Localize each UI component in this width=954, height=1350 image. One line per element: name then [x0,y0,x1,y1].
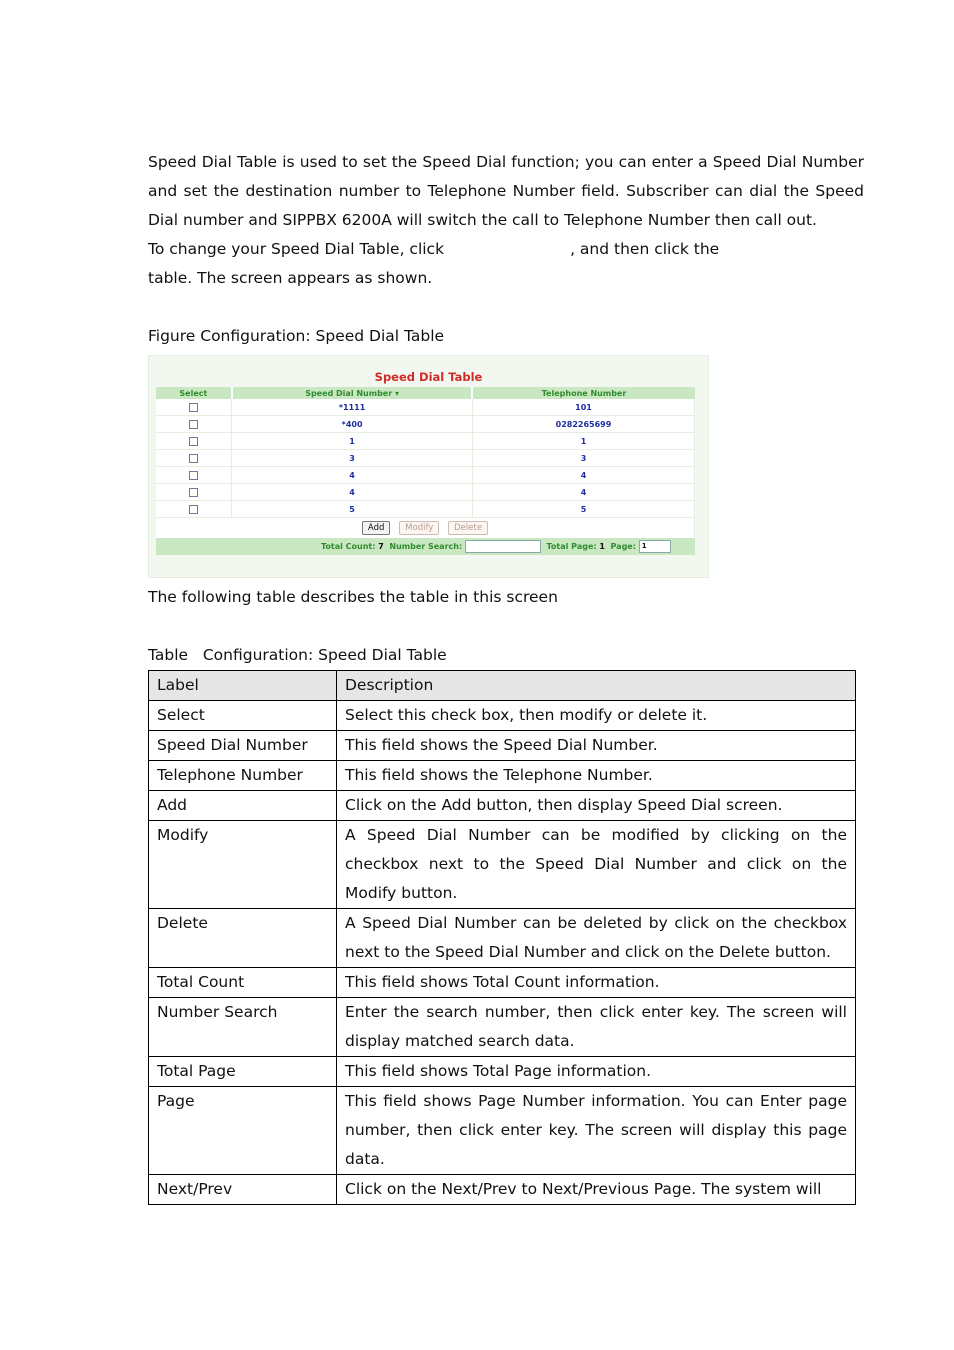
row-checkbox[interactable] [189,420,198,429]
row-checkbox[interactable] [189,505,198,514]
table-row [149,761,856,791]
instruction-paragraph [148,235,864,293]
row-label: Page [149,1087,337,1175]
speed-dial-number-cell: *1111 [232,399,473,416]
table-row [149,909,856,968]
row-label: Total Count [149,968,337,998]
select-cell [156,501,232,518]
total-page-value: 1 [599,542,605,551]
footer-cell [156,538,695,555]
screenshot-title: Speed Dial Table [374,370,483,384]
table-row [149,998,856,1057]
row-label: Total Page [149,1057,337,1087]
figure-caption: Figure Configuration: Speed Dial Table [148,327,445,345]
row-description: Enter the search number, then click enter key. The screen will display matched search data. [337,998,856,1057]
speed-dial-table [156,387,695,555]
row-description: Select this check box, then modify or delete it. [337,701,856,731]
delete-button[interactable]: Delete [448,521,488,535]
button-cell [156,518,695,539]
speed-dial-header-label: Speed Dial Number [305,388,393,398]
speed-dial-screenshot [148,355,709,578]
page-input[interactable]: 1 [639,540,671,553]
description-table [148,670,856,1205]
add-button[interactable]: Add [362,521,390,535]
sort-arrow-icon: ▾ [394,388,399,398]
table-row [149,1057,856,1087]
row-description: This field shows Total Page information. [337,1057,856,1087]
row-description: This field shows the Speed Dial Number. [337,731,856,761]
row-label: Next/Prev [149,1175,337,1205]
row-description: Click on the Add button, then display Speed Dial screen. [337,791,856,821]
select-cell [156,484,232,501]
telephone-number-cell: 101 [472,399,694,416]
row-description: A Speed Dial Number can be modified by clicking on the checkbox next to the Speed Dial Number and click on the Modify button. [337,821,856,909]
telephone-number-cell: 4 [472,467,694,484]
footer-row [156,538,695,555]
table-row [149,731,856,761]
row-label: Speed Dial Number [149,731,337,761]
speed-dial-number-cell: 4 [232,484,473,501]
row-description: This field shows the Telephone Number. [337,761,856,791]
button-row [156,518,695,539]
row-checkbox[interactable] [189,437,198,446]
table-row [156,484,695,501]
row-description: Click on the Next/Prev to Next/Previous Page. The system will [337,1175,856,1205]
intro-paragraph: Speed Dial Table is used to set the Speed Dial function; you can enter a Speed Dial Number and set the destination number to Telephone Number field. Subscriber can dial the Speed Dial number and SIPPBX 6200A will switch the call to Telephone Number then call out. [148,153,864,229]
row-label: Modify [149,821,337,909]
total-page-label: Total Page: [546,542,597,551]
table-caption: Table Configuration: Speed Dial Table [148,646,447,664]
row-label: Telephone Number [149,761,337,791]
after-figure-text: The following table describes the table in this screen [148,588,558,606]
page-label: Page: [610,542,636,551]
document-page [148,148,864,1205]
row-checkbox[interactable] [189,454,198,463]
total-count-value: 7 [378,542,384,551]
telephone-number-cell: 1 [472,433,694,450]
footer-bar [156,540,695,553]
row-checkbox[interactable] [189,471,198,480]
row-description: This field shows Page Number information. You can Enter page number, then click enter key. The screen will display this page data. [337,1087,856,1175]
select-cell [156,433,232,450]
table-row [149,1175,856,1205]
select-cell [156,450,232,467]
instruction-text-start: To change your Speed Dial Table, click [148,240,445,258]
instruction-text-middle: , and then click the [570,240,720,258]
number-search-label: Number Search: [389,542,463,551]
speed-dial-number-cell: 5 [232,501,473,518]
select-cell [156,467,232,484]
telephone-number-cell: 5 [472,501,694,518]
row-checkbox[interactable] [189,488,198,497]
speed-dial-number-cell: *400 [232,416,473,433]
table-row [149,821,856,909]
telephone-number-cell: 4 [472,484,694,501]
telephone-number-cell: 3 [472,450,694,467]
table-row [156,433,695,450]
speed-dial-number-cell: 1 [232,433,473,450]
column-header-telephone-number: Telephone Number [472,387,694,399]
table-row [156,450,695,467]
speed-dial-number-cell: 3 [232,450,473,467]
table-row [149,968,856,998]
total-count-label: Total Count: [321,542,376,551]
instruction-text-end: table. The screen appears as shown. [148,269,433,287]
select-cell [156,399,232,416]
column-header-select: Select [156,387,232,399]
row-label: Delete [149,909,337,968]
row-checkbox[interactable] [189,403,198,412]
description-header-row [149,671,856,701]
column-header-speed-dial-number[interactable] [232,387,473,399]
table-row [149,1087,856,1175]
row-label: Number Search [149,998,337,1057]
table-row [156,467,695,484]
table-row [156,399,695,416]
table-row [149,701,856,731]
table-row [156,501,695,518]
description-column-header: Description [337,671,856,701]
select-cell [156,416,232,433]
row-label: Add [149,791,337,821]
row-description: This field shows Total Count information. [337,968,856,998]
row-description: A Speed Dial Number can be deleted by click on the checkbox next to the Speed Dial Number and click on the Delete button. [337,909,856,968]
number-search-input[interactable] [465,540,541,553]
label-column-header: Label [149,671,337,701]
telephone-number-cell: 0282265699 [472,416,694,433]
speed-dial-number-cell: 4 [232,467,473,484]
table-row [156,416,695,433]
modify-button[interactable]: Modify [399,521,439,535]
row-label: Select [149,701,337,731]
table-row [149,791,856,821]
